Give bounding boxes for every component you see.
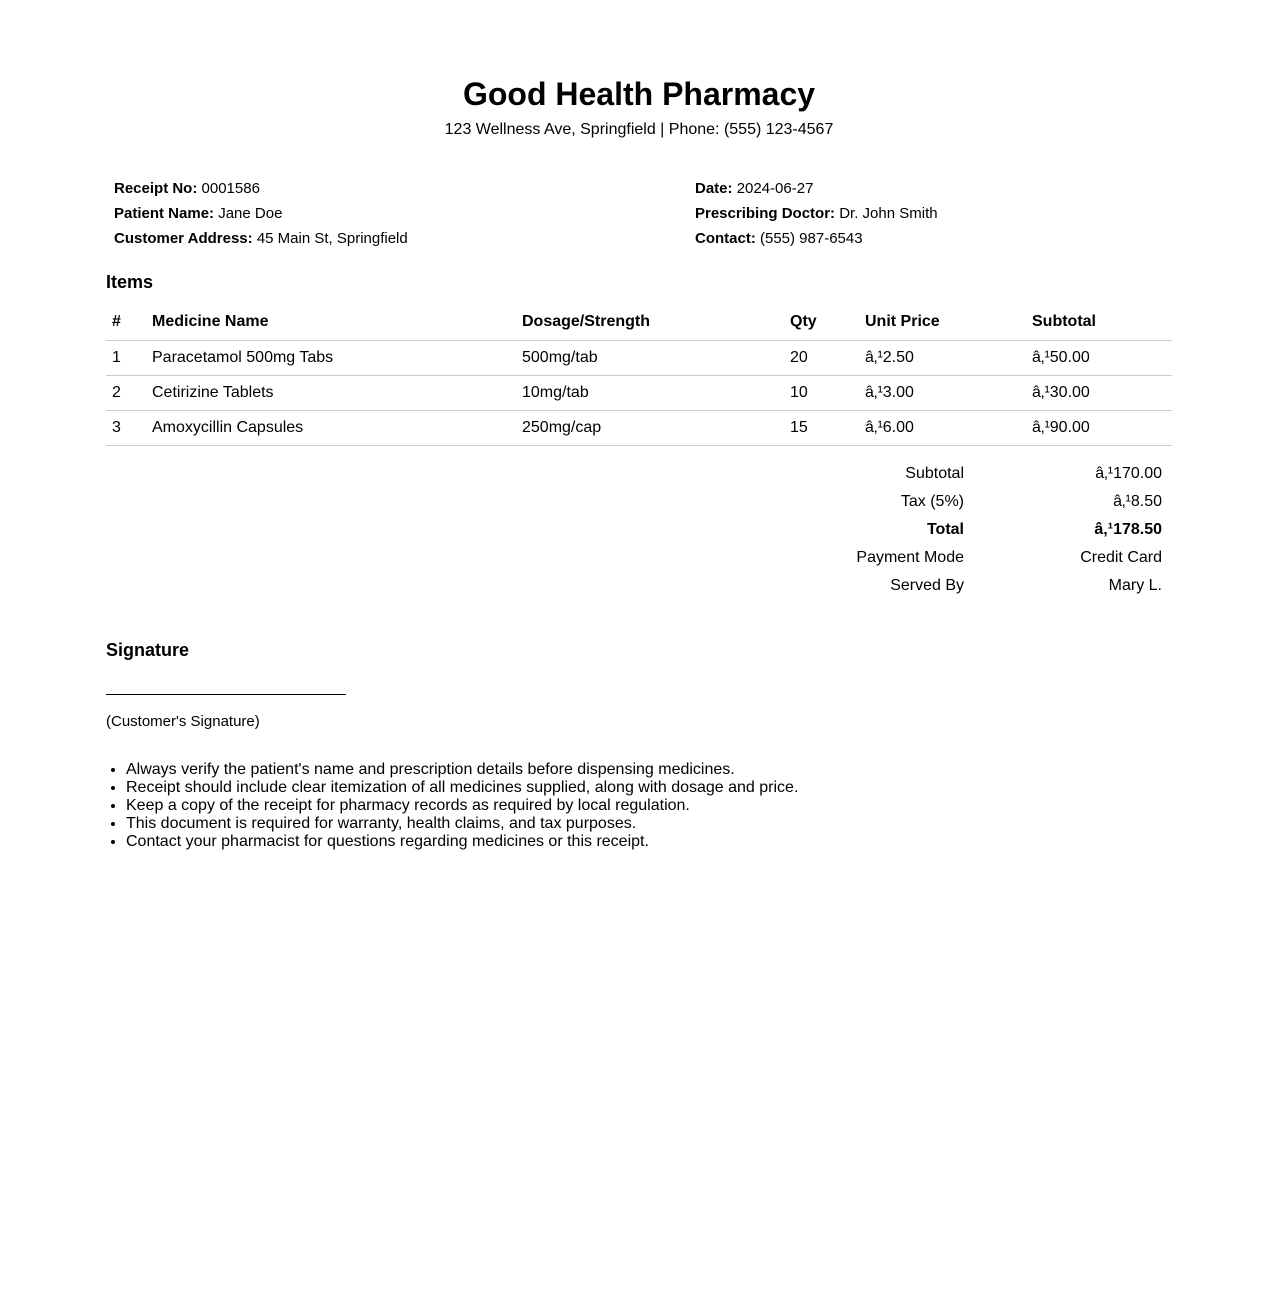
payment-mode-label: Payment Mode [856,548,964,566]
receipt-number-value: 0001586 [201,180,260,197]
signature-caption: (Customer's Signature) [106,712,260,730]
receipt-info [106,176,1172,251]
subtotal-label: Subtotal [905,464,964,482]
customer-address [114,226,408,251]
list-item: • Contact your pharmacist for questions regarding medicines or this receipt. [126,833,1172,851]
list-item: • Keep a copy of the receipt for pharmacy records as required by local regulation. [126,797,1172,815]
served-by-value: Mary L. [1108,576,1162,594]
item-number: 1 [106,340,146,375]
item-number: 2 [106,375,146,410]
served-by-row [106,572,1172,600]
receipt-date [695,176,938,201]
total-label: Total [926,520,964,538]
item-subtotal: â‚¹90.00 [1026,410,1172,445]
served-by-label: Served By [890,576,964,594]
contact [695,226,938,251]
tax-value: â‚¹8.50 [1113,492,1162,510]
contact-value: (555) 987-6543 [760,230,863,247]
patient-name [114,201,408,226]
column-header-subtotal: Subtotal [1026,305,1172,340]
total-value: â‚¹178.50 [1094,520,1162,538]
item-subtotal: â‚¹30.00 [1026,375,1172,410]
receipt-header [106,0,1172,139]
table-row [106,375,1172,410]
item-qty: 15 [784,410,859,445]
customer-address-label: Customer Address: [114,230,253,247]
signature-line [106,694,346,695]
column-header-qty: Qty [784,305,859,340]
receipt-number-label: Receipt No: [114,180,198,197]
payment-mode-value: Credit Card [1080,548,1162,566]
patient-name-label: Patient Name: [114,205,215,222]
customer-address-value: 45 Main St, Springfield [256,230,408,247]
column-header-unit-price: Unit Price [859,305,1026,340]
patient-name-value: Jane Doe [218,205,283,222]
receipt-date-label: Date: [695,180,733,197]
item-qty: 20 [784,340,859,375]
subtotal-row [106,460,1172,488]
prescribing-doctor [695,201,938,226]
info-column-right [695,176,938,251]
payment-mode-row [106,544,1172,572]
item-medicine-name: Paracetamol 500mg Tabs [146,340,516,375]
tax-row [106,488,1172,516]
item-dosage: 500mg/tab [516,340,784,375]
store-name: Good Health Pharmacy [462,76,816,112]
subtotal-value: â‚¹170.00 [1095,464,1162,482]
list-item: • This document is required for warranty, health claims, and tax purposes. [126,815,1172,833]
info-column-left [114,176,408,251]
item-unit-price: â‚¹3.00 [859,375,1026,410]
list-item: • Always verify the patient's name and prescription details before dispensing medicines. [126,761,1172,779]
items-header-row [106,305,1172,340]
table-row [106,410,1172,445]
item-unit-price: â‚¹2.50 [859,340,1026,375]
contact-label: Contact: [695,230,756,247]
table-row [106,340,1172,375]
items-table [106,305,1172,446]
store-address: 123 Wellness Ave, Springfield | Phone: (555) 123-4567 [444,121,834,138]
item-number: 3 [106,410,146,445]
receipt-number [114,176,408,201]
notes-list [106,761,1172,851]
column-header-number: # [106,305,146,340]
item-subtotal: â‚¹50.00 [1026,340,1172,375]
items-title: Items [106,272,154,292]
list-item: • Receipt should include clear itemization of all medicines supplied, along with dosage and price. [126,779,1172,797]
tax-label: Tax (5%) [900,492,964,510]
signature-title: Signature [106,639,190,660]
prescribing-doctor-label: Prescribing Doctor: [695,205,836,222]
total-row [106,516,1172,544]
item-unit-price: â‚¹6.00 [859,410,1026,445]
column-header-dosage: Dosage/Strength [516,305,784,340]
receipt-date-value: 2024-06-27 [736,180,814,197]
totals-summary [106,460,1172,616]
item-qty: 10 [784,375,859,410]
receipt-page [106,0,1172,851]
prescribing-doctor-value: Dr. John Smith [839,205,938,222]
item-dosage: 10mg/tab [516,375,784,410]
column-header-medicine-name: Medicine Name [146,305,516,340]
item-medicine-name: Cetirizine Tablets [146,375,516,410]
item-medicine-name: Amoxycillin Capsules [146,410,516,445]
item-dosage: 250mg/cap [516,410,784,445]
